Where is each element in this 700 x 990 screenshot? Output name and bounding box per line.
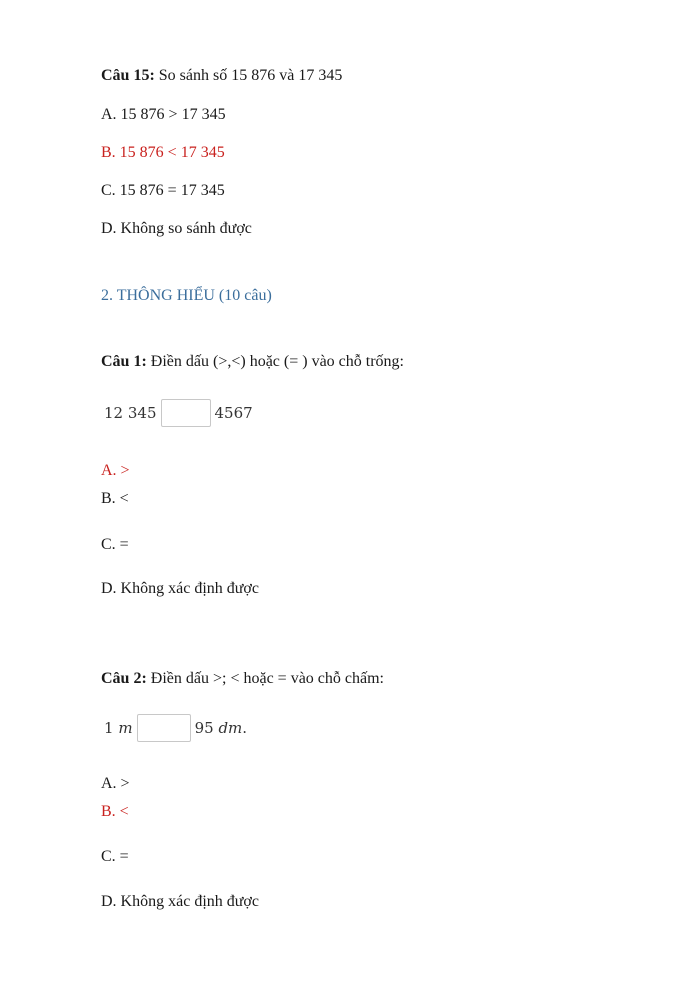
q2-option-a: A. > bbox=[101, 775, 130, 792]
q2-comparison bbox=[104, 713, 247, 743]
q1-option-d: D. Không xác định được bbox=[101, 580, 259, 597]
q2-right-number: 95 bbox=[194, 719, 214, 737]
q15-question bbox=[101, 66, 342, 86]
q2-option-d: D. Không xác định được bbox=[101, 893, 259, 910]
q2-option-b-correct: B. < bbox=[101, 803, 129, 820]
q1-text: Điền dấu (>,<) hoặc (= ) vào chỗ trống: bbox=[146, 353, 404, 370]
q15-option-b-correct: B. 15 876 < 17 345 bbox=[101, 144, 225, 161]
q15-option-d: D. Không so sánh được bbox=[101, 220, 252, 237]
q2-answer-box[interactable] bbox=[137, 714, 191, 742]
q15-option-a: A. 15 876 > 17 345 bbox=[101, 106, 226, 123]
q2-label: Câu 2: bbox=[101, 670, 147, 687]
q1-option-b: B. < bbox=[101, 490, 129, 507]
q1-question bbox=[101, 352, 404, 372]
q15-option-c: C. 15 876 = 17 345 bbox=[101, 182, 225, 199]
q1-answer-box[interactable] bbox=[161, 399, 211, 427]
q2-right-end: . bbox=[242, 719, 248, 737]
q1-right-number: 4567 bbox=[214, 404, 253, 422]
q2-question bbox=[101, 669, 384, 689]
q2-left-unit: m bbox=[118, 719, 133, 737]
q1-option-a-correct: A. > bbox=[101, 462, 130, 479]
q1-comparison bbox=[104, 398, 253, 428]
q2-option-c: C. = bbox=[101, 848, 129, 865]
q15-text: So sánh số 15 876 và 17 345 bbox=[154, 67, 343, 84]
q15-label: Câu 15: bbox=[101, 67, 155, 84]
q2-right-unit: dm bbox=[218, 719, 243, 737]
q1-left-number: 12 345 bbox=[104, 404, 157, 422]
q2-left-number: 1 bbox=[104, 719, 114, 737]
section-heading: 2. THÔNG HIỂU (10 câu) bbox=[101, 287, 272, 304]
q1-label: Câu 1: bbox=[101, 353, 147, 370]
q1-option-c: C. = bbox=[101, 536, 129, 553]
q2-text: Điền dấu >; < hoặc = vào chỗ chấm: bbox=[146, 670, 384, 687]
